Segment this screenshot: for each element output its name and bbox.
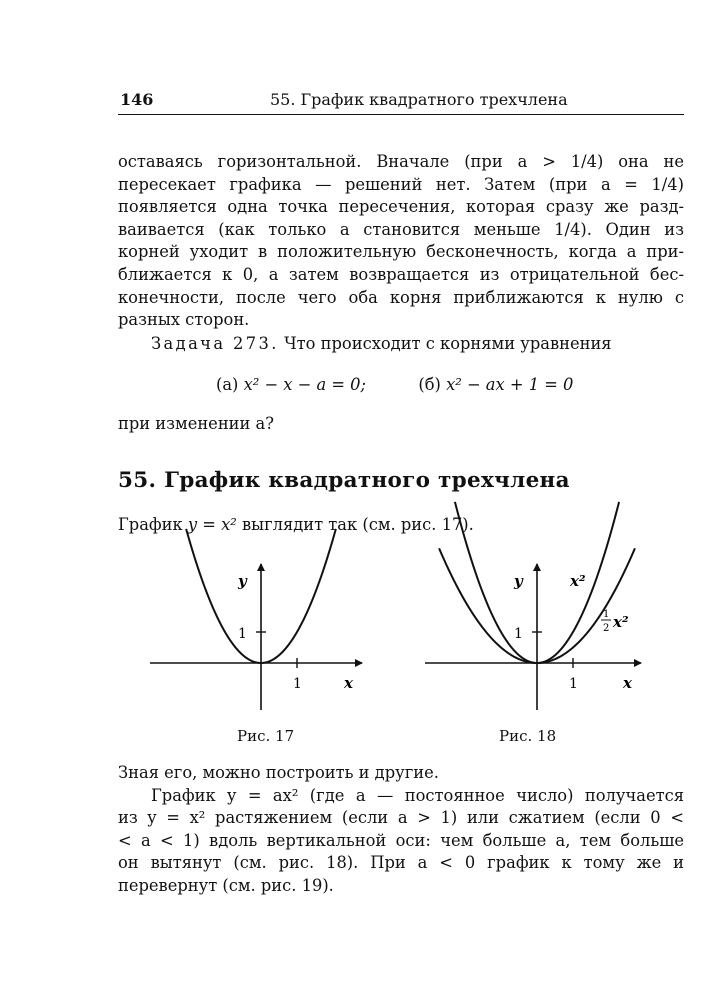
text-line: ваивается (как только a становится меньше 1/4). Один из bbox=[118, 219, 684, 239]
figure-18 bbox=[425, 560, 655, 745]
section-heading: 55. График квадратного трехчлена bbox=[118, 468, 570, 493]
figure-17 bbox=[150, 560, 370, 745]
intro-formula: y = x² bbox=[187, 515, 237, 534]
text-line: < a < 1) вдоль вертикальной оси: чем больше a, тем больше bbox=[118, 830, 684, 850]
curve-label-half-x-squared bbox=[601, 609, 629, 634]
after-equations-text: при изменении a? bbox=[118, 414, 274, 433]
text-line: корней уходит в положительную бесконечность, когда a при- bbox=[118, 242, 684, 262]
equation-b: x² − ax + 1 = 0 bbox=[446, 375, 574, 394]
figure-17-graph bbox=[150, 560, 370, 710]
running-header bbox=[118, 90, 684, 115]
problem-statement bbox=[151, 334, 612, 353]
figure-18-graph bbox=[425, 560, 655, 710]
paragraph-continued bbox=[118, 151, 684, 332]
problem-question: Что происходит с корнями уравнения bbox=[284, 334, 612, 353]
text-line: конечности, после чего оба корня приближаются к нулю с bbox=[118, 287, 684, 307]
x-axis-label: x bbox=[623, 674, 632, 692]
section-intro bbox=[118, 515, 474, 534]
equation-b-prefix: (б) bbox=[418, 375, 441, 394]
text-line: График y = ax² (где a — постоянное число) получается bbox=[151, 785, 684, 805]
x-tick-label: 1 bbox=[293, 676, 302, 692]
y-axis-label: y bbox=[514, 572, 523, 590]
text-line: из y = x² растяжением (если a > 1) или сжатием (если 0 < bbox=[118, 808, 684, 828]
y-tick-label: 1 bbox=[514, 626, 523, 642]
paragraph-after-figures bbox=[118, 762, 684, 898]
text-line: пересекает графика — решений нет. Затем (при a = 1/4) bbox=[118, 174, 684, 194]
equations-line bbox=[216, 375, 573, 394]
text-line: ближается к 0, а затем возвращается из отрицательной бес- bbox=[118, 264, 684, 284]
page-number: 146 bbox=[120, 90, 154, 109]
figure-17-caption: Рис. 17 bbox=[237, 727, 295, 745]
x-axis-label: x bbox=[344, 674, 353, 692]
text-line: появляется одна точка пересечения, которая сразу же разд- bbox=[118, 197, 684, 217]
intro-prefix: График bbox=[118, 515, 183, 534]
text-line: Зная его, можно построить и другие. bbox=[118, 763, 439, 782]
equation-a: x² − x − a = 0; bbox=[243, 375, 367, 394]
x-tick-label: 1 bbox=[569, 676, 578, 692]
problem-label: Задача 273. bbox=[151, 334, 279, 353]
figure-18-caption: Рис. 18 bbox=[499, 727, 557, 745]
fraction-denominator: 2 bbox=[603, 623, 610, 634]
curve-label-x-squared: x² bbox=[570, 572, 586, 590]
text-line: он вытянут (см. рис. 18). При a < 0 график к тому же и bbox=[118, 853, 684, 873]
curve-label-var: x² bbox=[613, 613, 629, 631]
text-line: разных сторон. bbox=[118, 310, 250, 330]
text-line: оставаясь горизонтальной. Вначале (при a > 1/4) она не bbox=[118, 152, 684, 171]
running-title: 55. График квадратного трехчлена bbox=[270, 90, 568, 109]
fraction-numerator: 1 bbox=[603, 609, 610, 620]
intro-suffix: выглядит так (см. рис. 17). bbox=[241, 515, 474, 534]
y-tick-label: 1 bbox=[238, 626, 247, 642]
text-line: перевернут (см. рис. 19). bbox=[118, 875, 334, 895]
equation-a-prefix: (а) bbox=[216, 375, 239, 394]
y-axis-label: y bbox=[238, 572, 247, 590]
